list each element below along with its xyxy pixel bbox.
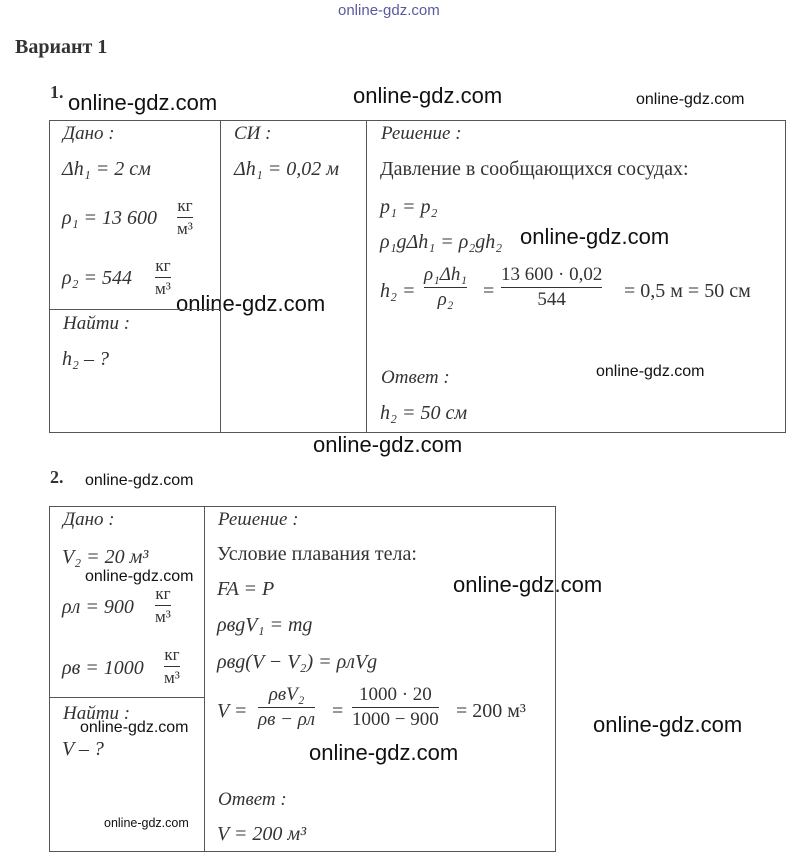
solution-header: Решение : [381,123,462,144]
equation-left: h₂ = [380,280,416,302]
watermark-top: online-gdz.com [338,2,440,19]
fraction-numerator: ρвV₂ [268,684,305,705]
watermark: online-gdz.com [85,568,194,585]
given-value: ρ₂ = 544 [62,267,133,289]
watermark: online-gdz.com [593,712,743,737]
unit-numerator: кг [155,584,171,603]
equation-fraction [352,685,439,730]
watermark: online-gdz.com [313,432,463,457]
equation-fraction [258,685,315,730]
equation-fraction [501,265,602,310]
given-header: Дано : [63,509,115,530]
given-value: Δh₁ = 2 см [62,158,151,180]
fraction-bar [258,707,315,708]
watermark: online-gdz.com [453,572,603,597]
fraction-bar [424,287,467,288]
equation: ρ₁gΔh₁ = ρ₂gh₂ [380,231,503,253]
fraction-bar [501,287,602,288]
answer-value: V = 200 м³ [217,823,307,845]
equation: ρвg(V − V₂) = ρлVg [217,651,378,673]
answer-header: Ответ : [218,789,287,810]
fraction-bar [155,277,171,278]
answer-value: h₂ = 50 см [380,402,468,424]
divider [49,697,205,698]
unit-fraction [177,197,193,238]
divider [366,120,367,432]
unit-fraction [155,257,171,298]
given-header: Дано : [63,123,115,144]
equation-fraction [424,265,467,310]
find-value: V – ? [62,738,104,760]
fraction-denominator: ρ₂ [437,289,454,310]
find-header: Найти : [63,313,131,334]
equals-sign: = [332,700,344,722]
unit-numerator: кг [177,196,193,215]
given-value: ρв = 1000 [62,657,144,679]
fraction-denominator: 544 [537,289,566,310]
fraction-numerator: ρ₁Δh₁ [424,264,467,285]
si-value: Δh₁ = 0,02 м [234,158,339,180]
solution-text: Давление в сообщающихся сосудах: [380,158,689,180]
watermark: online-gdz.com [68,90,218,115]
unit-fraction [164,646,180,687]
equation: p₁ = p₂ [380,196,438,218]
find-value: h₂ – ? [62,348,109,370]
equation: FA = P [217,578,275,600]
fraction-bar [177,217,193,218]
unit-numerator: кг [164,645,180,664]
given-value: ρ₁ = 13 600 [62,207,158,229]
solution-text: Условие плавания тела: [217,543,417,565]
unit-denominator: м³ [155,279,171,298]
watermark: online-gdz.com [104,816,189,830]
given-value: ρл = 900 [62,596,134,618]
fraction-bar [352,707,439,708]
find-header: Найти : [63,703,131,724]
fraction-denominator: 1000 − 900 [352,709,439,730]
task2-number: 2. [50,467,64,487]
given-value: V₂ = 20 м³ [62,546,149,568]
watermark: online-gdz.com [353,83,503,108]
fraction-denominator: ρв − ρл [258,709,316,730]
divider [49,309,221,310]
watermark: online-gdz.com [80,719,189,736]
unit-denominator: м³ [155,607,171,626]
unit-fraction [155,585,171,626]
equation: ρвgV₁ = mg [217,614,313,636]
task1-number: 1. [50,82,64,102]
fraction-bar [155,605,171,606]
watermark: online-gdz.com [520,224,670,249]
equation-result: = 0,5 м = 50 см [624,280,751,302]
unit-numerator: кг [155,256,171,275]
si-header: СИ : [234,123,272,144]
watermark: online-gdz.com [176,291,326,316]
equation-left: V = [217,700,248,722]
watermark: online-gdz.com [636,91,745,108]
page-title: Вариант 1 [15,36,108,58]
solution-header: Решение : [218,509,299,530]
equation-result: = 200 м³ [456,700,526,722]
divider [220,120,221,432]
watermark: online-gdz.com [309,740,459,765]
answer-header: Ответ : [381,367,450,388]
fraction-numerator: 13 600 · 0,02 [501,264,603,285]
watermark: online-gdz.com [85,472,194,489]
equals-sign: = [483,280,495,302]
fraction-numerator: 1000 · 20 [358,684,432,705]
watermark: online-gdz.com [596,363,705,380]
unit-denominator: м³ [164,668,180,687]
divider [204,506,205,851]
unit-denominator: м³ [177,219,193,238]
fraction-bar [164,666,180,667]
